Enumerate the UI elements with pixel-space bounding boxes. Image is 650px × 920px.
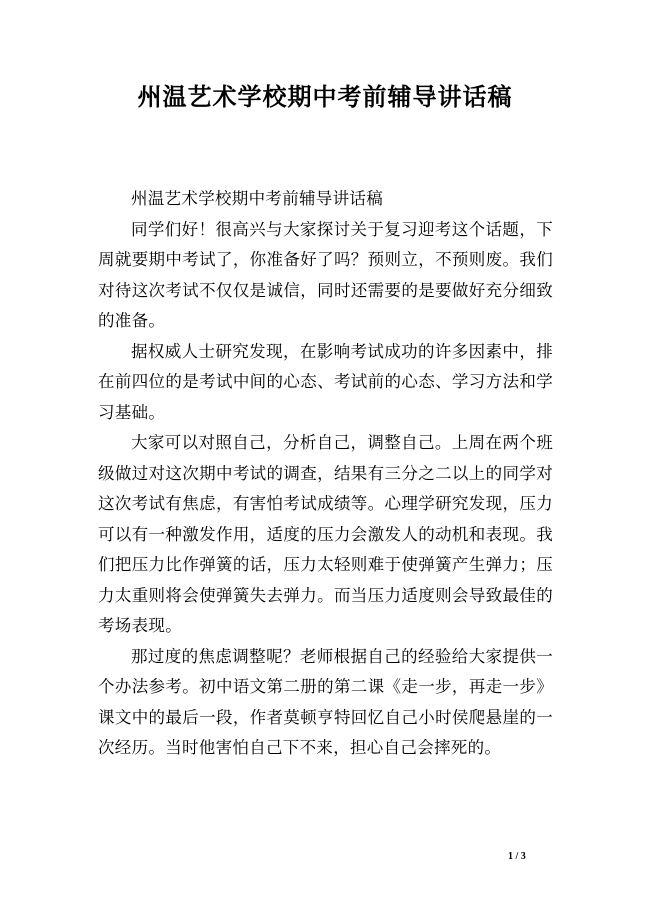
paragraph: 据权威人士研究发现，在影响考试成功的许多因素中，排在前四位的是考试中间的心态、考试前的心态、学习方法和学习基础。 xyxy=(98,341,553,422)
document-title: 州温艺术学校期中考前辅导讲话稿 xyxy=(137,82,513,111)
page-indicator: 1 / 3 xyxy=(508,851,526,862)
paragraph: 那过度的焦虑调整呢？老师根据自己的经验给大家提供一个办法参考。初中语文第二册的第二课《走一步，再走一步》课文中的最后一段，作者莫顿亨特回忆自己小时侯爬悬崖的一次经历。当时他害怕自己下不来，担心自己会摔死的。 xyxy=(98,646,553,757)
paragraph-subtitle: 州温艺术学校期中考前辅导讲话稿 xyxy=(131,189,383,208)
paragraph: 大家可以对照自己，分析自己，调整自己。上周在两个班级做过对这次期中考试的调查，结果有三分之二以上的同学对这次考试有焦虑，有害怕考试成绩等。心理学研究发现，压力可以有一种激发作用，适度的压力会激发人的动机和表现。我们把压力比作弹簧的话，压力太轻则难于使弹簧产生弹力；压力太重则将会使弹簧失去弹力。而当压力适度则会导致最佳的考场表现。 xyxy=(98,433,553,635)
paragraph: 同学们好！很高兴与大家探讨关于复习迎考这个话题，下周就要期中考试了，你准备好了吗？预则立，不预则废。我们对待这次考试不仅仅是诚信，同时还需要的是要做好充分细致的准备。 xyxy=(98,219,553,330)
document-body xyxy=(98,184,553,764)
